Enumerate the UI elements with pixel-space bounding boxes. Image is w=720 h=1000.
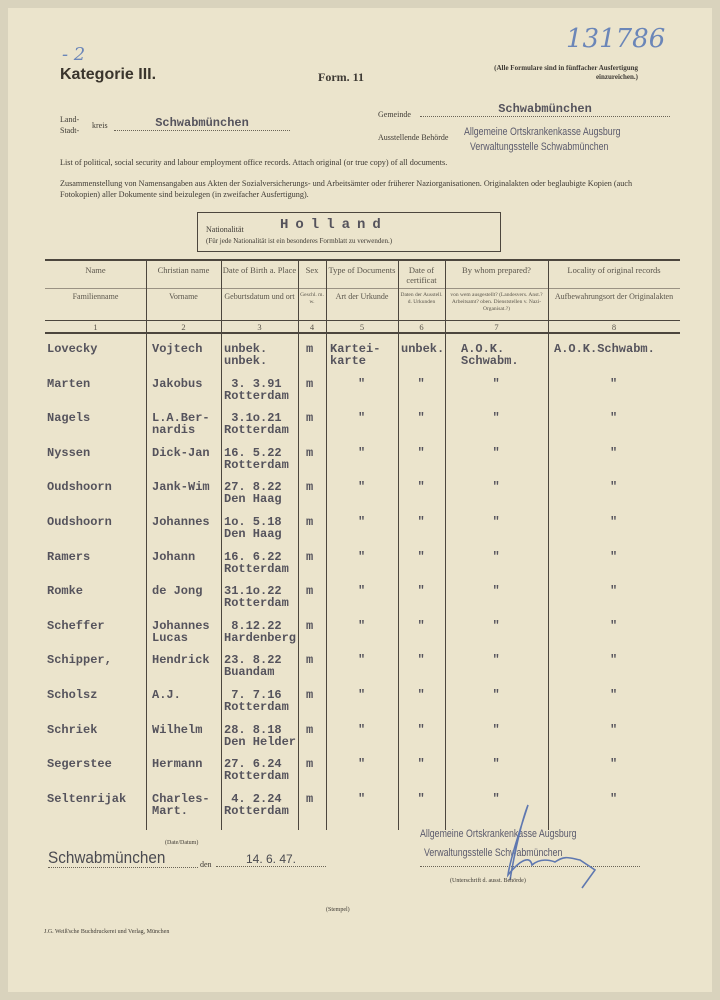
english-instructions: List of political, social security and labour employment office records. Attach original (or true copy) of all documents.: [60, 158, 448, 167]
row-14-by: ": [492, 791, 500, 806]
row-5-birth: 27. 8.22 Den Haag: [224, 480, 282, 507]
row-2-loc: ": [610, 376, 618, 391]
gemeinde-value: Schwabmünchen: [420, 102, 670, 117]
row-4-by: ": [492, 445, 500, 460]
nationality-label: Nationalität: [206, 225, 244, 234]
row-14-loc: ": [610, 791, 618, 806]
row-4-date: ": [417, 445, 425, 460]
german-instructions: Zusammenstellung von Namensangaben aus Akten der Sozialversicherungs- und Arbeitsämter oder früherer Naziorganisationen. Originalakten oder beglaubigte Kopien (auch Fotokopien) aller Dokumente sind beizulegen (in zweifacher Ausfertigung).: [60, 179, 633, 199]
row-11-name: Scholsz: [47, 688, 98, 702]
row-4-sex: m: [306, 445, 314, 460]
row-12-by: ": [492, 722, 500, 737]
row-2-date: ": [417, 376, 425, 391]
row-1-loc: A.O.K.Schwabm.: [554, 342, 655, 356]
behoerde-label: Ausstellende Behörde: [378, 133, 449, 142]
column-header-de: Vorname: [169, 292, 198, 301]
row-11-date: ": [417, 688, 425, 702]
row-1-birth: unbek. unbek.: [224, 342, 268, 368]
column-header-de: Geschl. m. w.: [300, 292, 324, 305]
row-6-loc: ": [610, 515, 618, 529]
row-13-date: ": [417, 757, 425, 772]
row-10-first: Hendrick: [152, 653, 210, 668]
column-divider: [326, 260, 327, 830]
form-number: Form. 11: [318, 70, 364, 84]
row-9-loc: ": [610, 618, 618, 633]
row-6-by: ": [492, 515, 500, 529]
column-header-en: Date of Birth a. Place: [222, 265, 297, 275]
row-2-birth: 3. 3.91 Rotterdam: [224, 376, 289, 403]
row-6-date: ": [417, 515, 425, 529]
row-8-first: de Jong: [152, 584, 203, 599]
column-header-de: Aufbewahrungsort der Originalakten: [554, 292, 674, 301]
gemeinde-label: Gemeinde: [378, 110, 411, 119]
row-1-by: A.O.K. Schwabm.: [461, 342, 519, 368]
row-5-first: Jank-Wim: [152, 480, 210, 495]
kreis-label: kreis: [92, 121, 108, 130]
column-header-de: Art der Urkunde: [335, 292, 389, 301]
footer-stamp-line-1: Allgemeine Ortskrankenkasse Augsburg: [420, 828, 577, 840]
row-7-date: ": [417, 549, 425, 564]
stadt-label: Stadt-: [60, 126, 80, 135]
row-6-sex: m: [306, 515, 314, 529]
row-6-doc: ": [358, 515, 366, 529]
date-caption: (Date/Datum): [165, 840, 199, 846]
column-divider: [548, 260, 549, 830]
table-number-rule: [45, 320, 680, 321]
row-3-first: L.A.Ber- nardis: [152, 411, 210, 438]
row-2-sex: m: [306, 376, 314, 391]
submission-note: (Alle Formulare sind in fünffacher Ausfertigung einzureichen.): [494, 64, 638, 81]
row-1-date: unbek.: [401, 342, 445, 356]
column-header-de: Daten der Ausstell. d. Urkunden: [400, 292, 443, 305]
row-6-birth: 1o. 5.18 Den Haag: [224, 515, 282, 541]
table-body-rule: [45, 332, 680, 334]
row-14-date: ": [417, 791, 425, 806]
column-number: 1: [93, 322, 98, 332]
row-14-birth: 4. 2.24 Rotterdam: [224, 791, 289, 818]
column-header-de: Geburtsdatum und ort: [224, 292, 295, 301]
column-number: 6: [419, 322, 424, 332]
row-8-sex: m: [306, 584, 314, 599]
row-8-doc: ": [358, 584, 366, 599]
row-12-doc: ": [358, 722, 366, 737]
row-11-loc: ": [610, 688, 618, 702]
column-divider: [398, 260, 399, 830]
row-14-name: Seltenrijak: [47, 791, 127, 806]
row-13-doc: ": [358, 757, 366, 772]
row-12-name: Schriek: [47, 722, 98, 737]
behoerde-stamp-line-2: Verwaltungsstelle Schwabmünchen: [470, 141, 609, 153]
row-14-first: Charles- Mart.: [152, 791, 210, 818]
row-7-name: Ramers: [47, 549, 91, 564]
row-6-first: Johannes: [152, 515, 210, 529]
row-3-sex: m: [306, 411, 314, 426]
row-13-loc: ": [610, 757, 618, 772]
land-label: Land-: [60, 115, 80, 124]
row-14-doc: ": [358, 791, 366, 806]
row-9-birth: 8.12.22 Hardenberg: [224, 618, 297, 645]
row-10-sex: m: [306, 653, 314, 668]
archive-number: 131786: [566, 24, 666, 54]
row-9-sex: m: [306, 618, 314, 633]
row-7-birth: 16. 6.22 Rotterdam: [224, 549, 289, 576]
category-title: Kategorie III.: [60, 66, 157, 83]
row-5-doc: ": [358, 480, 366, 495]
row-7-doc: ": [358, 549, 366, 564]
row-8-date: ": [417, 584, 425, 599]
den-label: den: [200, 860, 212, 869]
column-number: 7: [494, 322, 499, 332]
column-header-de: Familienname: [72, 292, 119, 301]
column-header-en: Christian name: [157, 265, 210, 275]
row-7-sex: m: [306, 549, 314, 564]
row-4-name: Nyssen: [47, 445, 91, 460]
column-header-en: Locality of original records: [567, 265, 661, 275]
row-1-sex: m: [306, 342, 314, 356]
column-divider: [221, 260, 222, 830]
row-13-sex: m: [306, 757, 314, 772]
row-9-doc: ": [358, 618, 366, 633]
column-header-en: Sex: [305, 265, 319, 275]
row-3-loc: ": [610, 411, 618, 426]
date-value: 14. 6. 47.: [216, 852, 326, 867]
row-5-date: ": [417, 480, 425, 495]
row-10-name: Schipper,: [47, 653, 112, 668]
place-value: Schwabmünchen: [48, 848, 166, 867]
column-divider: [445, 260, 446, 830]
row-2-doc: ": [358, 376, 366, 391]
stempel-caption: (Stempel): [326, 907, 350, 913]
column-header-en: Name: [85, 265, 106, 275]
printer-imprint: J.G. Weiß'sche Buchdruckerei und Verlag, München: [44, 929, 170, 935]
row-7-by: ": [492, 549, 500, 564]
table-header-divider: [45, 288, 680, 289]
row-3-doc: ": [358, 411, 366, 426]
row-4-doc: ": [358, 445, 366, 460]
row-13-by: ": [492, 757, 500, 772]
kreis-value: Schwabmünchen: [114, 116, 290, 131]
nationality-value: Holland: [280, 217, 388, 233]
row-1-doc: Kartei- karte: [330, 342, 381, 368]
row-7-first: Johann: [152, 549, 196, 564]
column-divider: [146, 260, 147, 830]
row-10-date: ": [417, 653, 425, 668]
row-8-birth: 31.1o.22 Rotterdam: [224, 584, 289, 611]
row-10-birth: 23. 8.22 Buandam: [224, 653, 282, 680]
column-number: 8: [611, 322, 617, 332]
column-number: 2: [181, 322, 186, 332]
row-10-by: ": [492, 653, 500, 668]
row-2-by: ": [492, 376, 500, 391]
row-3-birth: 3.1o.21 Rotterdam: [224, 411, 289, 438]
row-9-first: Johannes Lucas: [152, 618, 210, 645]
row-13-name: Segerstee: [47, 757, 112, 772]
table-top-rule: [45, 259, 680, 261]
column-divider: [298, 260, 299, 830]
row-13-first: Hermann: [152, 757, 203, 772]
nationality-box: [197, 212, 501, 252]
row-3-by: ": [492, 411, 500, 426]
row-9-date: ": [417, 618, 425, 633]
row-11-doc: ": [358, 688, 366, 702]
row-10-doc: ": [358, 653, 366, 668]
row-12-date: ": [417, 722, 425, 737]
row-12-first: Wilhelm: [152, 722, 203, 737]
row-3-name: Nagels: [47, 411, 91, 426]
column-header-en: Date of certificat: [406, 265, 437, 285]
row-11-first: A.J.: [152, 688, 181, 702]
row-12-loc: ": [610, 722, 618, 737]
column-number: 5: [359, 322, 365, 332]
row-8-loc: ": [610, 584, 618, 599]
row-8-by: ": [492, 584, 500, 599]
column-number: 3: [257, 322, 262, 332]
row-12-birth: 28. 8.18 Den Helder: [224, 722, 297, 749]
row-2-first: Jakobus: [152, 376, 203, 391]
page-mark: - 2: [62, 44, 86, 65]
behoerde-stamp-line-1: Allgemeine Ortskrankenkasse Augsburg: [464, 126, 621, 138]
row-13-birth: 27. 6.24 Rotterdam: [224, 757, 289, 784]
row-6-name: Oudshoorn: [47, 515, 112, 529]
column-header-de: von wem ausgestellt? (Landesvers. Anst.? Arbeitsamt? oben. Dienststellen v. Nazi-Organisat.?): [450, 292, 543, 312]
column-header-en: Type of Documents: [328, 265, 396, 275]
place-line: [48, 867, 198, 868]
row-12-sex: m: [306, 722, 314, 737]
row-2-name: Marten: [47, 376, 91, 391]
column-header-en: By whom prepared?: [462, 265, 531, 275]
row-5-sex: m: [306, 480, 314, 495]
row-8-name: Romke: [47, 584, 84, 599]
row-9-name: Scheffer: [47, 618, 105, 633]
row-11-birth: 7. 7.16 Rotterdam: [224, 688, 289, 714]
row-5-by: ": [492, 480, 500, 495]
row-4-birth: 16. 5.22 Rotterdam: [224, 445, 289, 472]
row-10-loc: ": [610, 653, 618, 668]
row-3-date: ": [417, 411, 425, 426]
row-11-by: ": [492, 688, 500, 702]
nationality-note: (Für jede Nationalität ist ein besonderes Formblatt zu verwenden.): [206, 237, 393, 245]
row-14-sex: m: [306, 791, 314, 806]
row-4-first: Dick-Jan: [152, 445, 210, 460]
column-number: 4: [309, 322, 315, 332]
row-11-sex: m: [306, 688, 314, 702]
row-1-first: Vojtech: [152, 342, 203, 356]
row-4-loc: ": [610, 445, 618, 460]
row-9-by: ": [492, 618, 500, 633]
row-5-name: Oudshoorn: [47, 480, 112, 495]
signature-caption: (Unterschrift d. ausst. Behörde): [450, 878, 526, 884]
row-5-loc: ": [610, 480, 618, 495]
row-7-loc: ": [610, 549, 618, 564]
footer-stamp-line-2: Verwaltungsstelle Schwabmünchen: [424, 847, 563, 859]
row-1-name: Lovecky: [47, 342, 98, 356]
